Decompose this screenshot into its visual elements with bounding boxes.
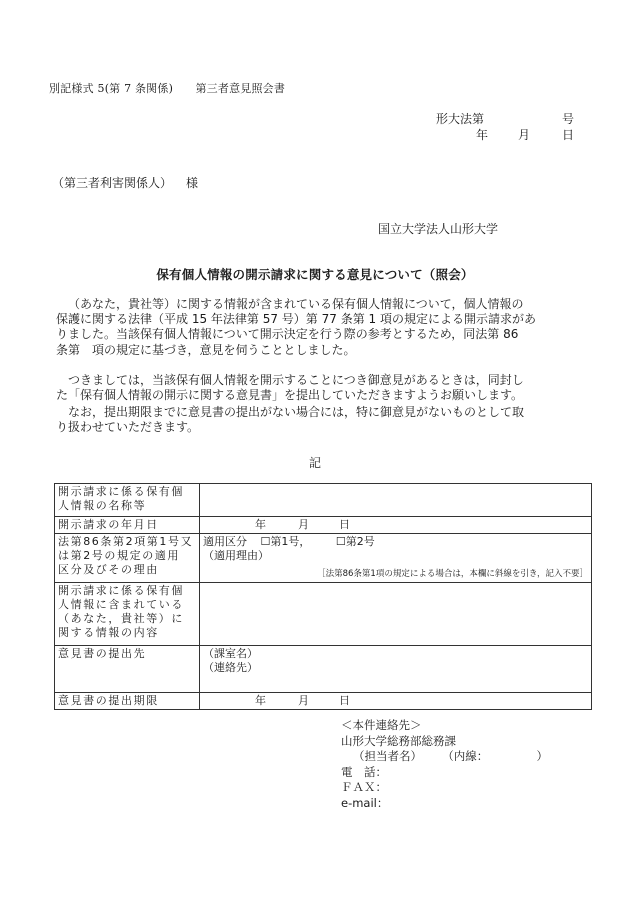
submission-destination-value [200, 646, 592, 693]
table-row [55, 484, 592, 517]
table-label: 意見書の提出先 [55, 646, 200, 693]
applicable-category-value [200, 534, 592, 583]
doc-number-suffix: 号 [561, 112, 574, 126]
table-row [55, 517, 592, 534]
label-line: 人情報に含まれている [58, 598, 184, 611]
body-line: つきましては，当該保有個人情報を開示することにつき御意見があるときは，同封し [68, 373, 524, 387]
label-line: 関する情報の内容 [58, 626, 159, 639]
table-row [55, 534, 592, 583]
body-line: （あなた，貴社等）に関する情報が含まれている保有個人情報について，個人情報の [68, 297, 524, 311]
extension-close: ） [536, 749, 548, 763]
contact-email: e-mail： [341, 795, 389, 810]
addressee-name: （第三者利害関係人） [52, 176, 173, 190]
option-1-label: 第1号， [270, 535, 311, 548]
checkbox-item-2-icon[interactable]: ☐ [335, 535, 346, 548]
body-paragraph-1 [56, 297, 586, 358]
table-row [55, 583, 592, 646]
form-label: 別記様式 5(第 7 条関係) 第三者意見照会書 [49, 82, 286, 95]
contact-person-line [341, 749, 548, 765]
document-date [476, 126, 574, 140]
contact-department: 山形大学総務部総務課 [341, 733, 456, 748]
body-line: 保護に関する法律（平成 15 年法律第 57 号）第 77 条第 1 項の規定による開示請求があ [56, 312, 536, 327]
extension-label: （内線： [448, 749, 483, 763]
contact-label: （連絡先） [203, 661, 258, 674]
date-month: 月 [298, 518, 309, 531]
ki-heading: 記 [308, 456, 321, 470]
label-line: 人情報の名称等 [58, 499, 147, 512]
table-row [55, 646, 592, 693]
doc-number-prefix: 形大法第 [436, 112, 485, 126]
body-line: り扱わせていただきます。 [56, 420, 200, 435]
addressee-honorific: 様 [186, 176, 199, 190]
label-line: 開示請求に係る保有個 [58, 485, 184, 498]
request-date-value [200, 517, 592, 534]
body-line: りました。当該保有個人情報について開示決定を行う際の参考とするため，同法第 86 [56, 327, 519, 342]
date-day: 日 [339, 694, 350, 707]
label-line: は第2号の規定の適用 [58, 549, 180, 562]
section-name-label: （課室名） [203, 647, 258, 660]
date-day: 日 [339, 518, 350, 531]
label-line: 開示請求に係る保有個 [58, 584, 184, 597]
exemption-note: ［法第86条第1項の規定による場合は，本欄に斜線を引き，記入不要］ [317, 569, 588, 579]
table-value [200, 583, 592, 646]
category-row [203, 535, 588, 549]
request-details-table [54, 483, 592, 710]
contact-heading: ＜本件連絡先＞ [341, 718, 422, 732]
body-line: た「保有個人情報の開示に関する意見書」を提出していただきますようお願いします。 [56, 388, 524, 403]
table-label: 開示請求の年月日 [55, 517, 200, 534]
table-label [55, 583, 200, 646]
date-year: 年 [255, 694, 266, 707]
checkbox-item-1-icon[interactable]: ☐ [260, 535, 271, 548]
body-line: 条第 項の規定に基づき，意見を伺うこととしました。 [56, 342, 356, 357]
contact-fax: ＦＡＸ： [341, 780, 387, 794]
person-label: （担当者名） [353, 749, 422, 763]
table-label [55, 534, 200, 583]
contact-block [341, 718, 548, 811]
addressee [52, 174, 198, 191]
document-number [436, 110, 574, 124]
label-line: 法第86条第2項第1号又 [58, 535, 194, 548]
date-year: 年 [255, 518, 266, 531]
deadline-date-value [200, 693, 592, 710]
doc-date-day: 日 [562, 128, 575, 142]
contact-phone: 電 話： [341, 764, 387, 779]
body-paragraph-3 [56, 405, 586, 435]
label-line: 区分及びその理由 [58, 563, 159, 576]
label-line: （あなた，貴社等）に [58, 612, 184, 625]
sender-name: 国立大学法人山形大学 [378, 222, 499, 236]
document-title: 保有個人情報の開示請求に関する意見について（照会） [156, 267, 474, 282]
doc-date-year: 年 [476, 128, 489, 142]
body-line: なお，提出期限までに意見書の提出がない場合には，特に御意見がないものとして取 [68, 405, 525, 419]
body-paragraph-2 [56, 373, 586, 403]
table-label [55, 484, 200, 517]
category-label: 適用区分 [203, 535, 247, 548]
doc-date-month: 月 [518, 128, 531, 142]
table-label: 意見書の提出期限 [55, 693, 200, 710]
option-2-label: 第2号 [345, 535, 375, 548]
date-month: 月 [298, 694, 309, 707]
table-row [55, 693, 592, 710]
table-value [200, 484, 592, 517]
reason-label: （適用理由） [203, 549, 269, 562]
